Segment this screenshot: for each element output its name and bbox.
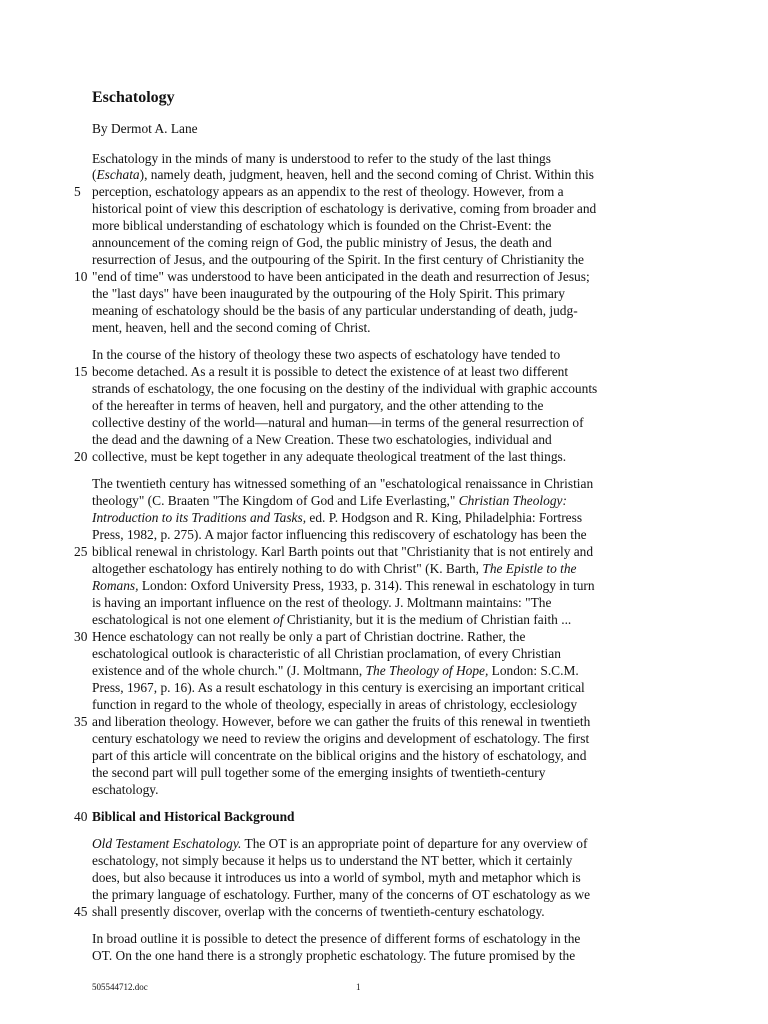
text-line: Press, 1967, p. 16). As a result eschatology in this century is exercising an important critical (92, 680, 585, 695)
text-line: perception, eschatology appears as an appendix to the rest of theology. However, from a (92, 184, 564, 199)
footer-page-number: 1 (356, 982, 361, 992)
text-line: The twentieth century has witnessed something of an "eschatological renaissance in Christian (92, 476, 594, 491)
text-line: become detached. As a result it is possible to detect the existence of at least two different (92, 364, 569, 379)
text-line: Romans, London: Oxford University Press, 1933, p. 314). This renewal in eschatology in turn (92, 578, 595, 593)
text-line: Press, 1982, p. 275). A major factor influencing this rediscovery of eschatology has been the (92, 527, 587, 542)
text-line: existence and of the whole church." (J. Moltmann, The Theology of Hope, London: S.C.M. (92, 663, 579, 678)
text-line: collective destiny of the world—natural and human—in terms of the general resurrection of (92, 415, 584, 430)
text-line: Old Testament Eschatology. The OT is an appropriate point of departure for any overview of (92, 836, 588, 851)
text-line: meaning of eschatology should be the basis of any particular understanding of death, judg- (92, 303, 578, 318)
text-line: historical point of view this description of eschatology is derivative, coming from broader and (92, 201, 597, 216)
line-number: 10 (74, 269, 88, 284)
line-number: 20 (74, 449, 88, 464)
section-heading: Biblical and Historical Background (92, 809, 295, 824)
line-number: 40 (74, 809, 88, 824)
text-line: (Eschata), namely death, judgment, heaven, hell and the second coming of Christ. Within this (92, 167, 595, 182)
text-line: eschatological outlook is characteristic of all Christian proclamation, of every Christian (92, 646, 561, 661)
text-line: announcement of the coming reign of God, the public ministry of Jesus, the death and (92, 235, 552, 250)
text-line: the primary language of eschatology. Further, many of the concerns of OT eschatology as we (92, 887, 591, 902)
text-line: strands of eschatology, the one focusing on the destiny of the individual with graphic accounts (92, 381, 598, 396)
text-line: theology" (C. Braaten "The Kingdom of God and Life Everlasting," Christian Theology: (92, 493, 567, 508)
text-line: In broad outline it is possible to detect the presence of different forms of eschatology in the (92, 931, 581, 946)
text-line: OT. On the one hand there is a strongly prophetic eschatology. The future promised by the (92, 948, 576, 963)
text-line: the dead and the dawning of a New Creation. These two eschatologies, individual and (92, 432, 552, 447)
text-line: resurrection of Jesus, and the outpouring of the Spirit. In the first century of Christianity the (92, 252, 585, 267)
text-line: century eschatology we need to review the origins and development of eschatology. The first (92, 731, 590, 746)
text-line: function in regard to the whole of theology, especially in areas of christology, ecclesiology (92, 697, 578, 712)
text-line: "end of time" was understood to have been anticipated in the death and resurrection of Jesus; (92, 269, 590, 284)
text-line: is having an important influence on the rest of theology. J. Moltmann maintains: "The (92, 595, 552, 610)
text-line: eschatology, not simply because it helps us to understand the NT better, which it certainly (92, 853, 573, 868)
text-line: eschatology. (92, 782, 159, 797)
text-line: the "last days" have been inaugurated by the outpouring of the Holy Spirit. This primary (92, 286, 565, 301)
line-number: 25 (74, 544, 88, 559)
footer-filename: 505544712.doc (92, 982, 148, 992)
text-line: collective, must be kept together in any adequate theological treatment of the last things. (92, 449, 567, 464)
text-line: more biblical understanding of eschatology which is founded on the Christ-Event: the (92, 218, 552, 233)
author-byline: By Dermot A. Lane (92, 121, 198, 136)
text-line: biblical renewal in christology. Karl Barth points out that "Christianity that is not entirely and (92, 544, 594, 559)
text-line: Eschatology in the minds of many is understood to refer to the study of the last things (92, 151, 551, 166)
line-number: 15 (74, 364, 88, 379)
line-number: 35 (74, 714, 88, 729)
line-number: 30 (74, 629, 88, 644)
text-line: altogether eschatology has entirely nothing to do with Christ" (K. Barth, The Epistle to the (92, 561, 577, 576)
text-line: of the hereafter in terms of heaven, hell and purgatory, and the other attending to the (92, 398, 544, 413)
text-line: does, but also because it introduces us into a world of symbol, myth and metaphor which is (92, 870, 581, 885)
text-line: the second part will pull together some of the emerging insights of twentieth-century (92, 765, 546, 780)
text-line: Introduction to its Traditions and Tasks, ed. P. Hodgson and R. King, Philadelphia: Fortress (92, 510, 583, 525)
text-line: ment, heaven, hell and the second coming of Christ. (92, 320, 371, 335)
text-line: Hence eschatology can not really be only a part of Christian doctrine. Rather, the (92, 629, 526, 644)
text-line: In the course of the history of theology these two aspects of eschatology have tended to (92, 347, 561, 362)
text-line: eschatological is not one element of Christianity, but it is the medium of Christian faith ... (92, 612, 572, 627)
text-line: shall presently discover, overlap with the concerns of twentieth-century eschatology. (92, 904, 545, 919)
text-line: and liberation theology. However, before we can gather the fruits of this renewal in twentieth (92, 714, 591, 729)
document-title: Eschatology (92, 89, 175, 106)
line-number: 5 (74, 184, 81, 199)
text-line: part of this article will concentrate on the biblical origins and the history of eschatology, and (92, 748, 587, 763)
line-number: 45 (74, 904, 88, 919)
